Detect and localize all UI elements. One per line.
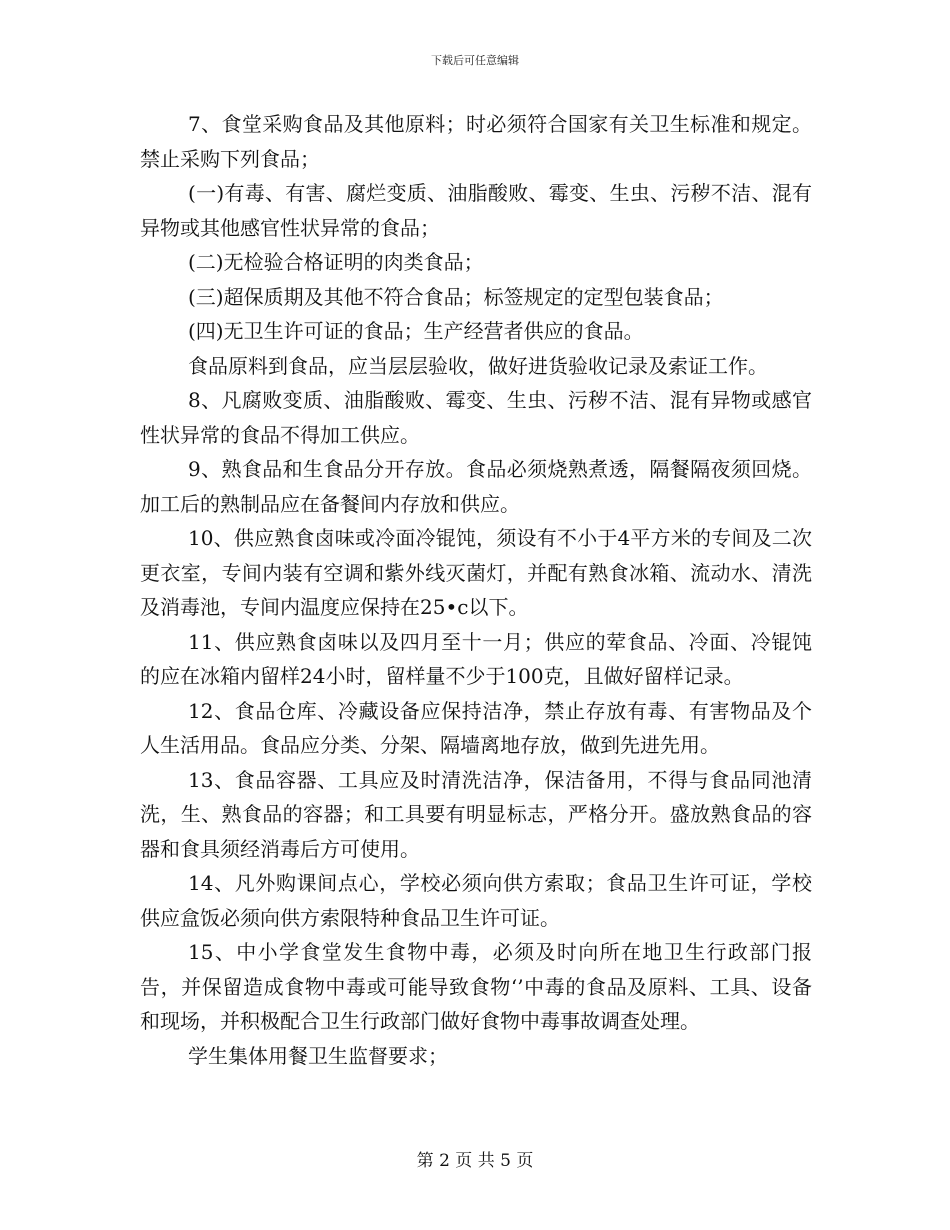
paragraph-subitem-1: (一)有毒、有害、腐烂变质、油脂酸败、霉变、生虫、污秽不洁、混有异物或其他感官性状异常的食品； (140, 181, 812, 240)
paragraph-item-9: 9、熟食品和生食品分开存放。食品必须烧熟煮透，隔餐隔夜须回烧。加工后的熟制品应在备餐间内存放和供应。 (140, 457, 812, 516)
paragraph-item-14: 14、凡外购课间点心，学校必须向供方索取；食品卫生许可证，学校供应盒饭必须向供方索限特种食品卫生许可证。 (140, 871, 812, 930)
paragraph-section-heading: 学生集体用餐卫生监督要求； (188, 1043, 448, 1068)
document-body (140, 107, 812, 1073)
paragraph-item-8: 8、凡腐败变质、油脂酸败、霉变、生虫、污秽不洁、混有异物或感官性状异常的食品不得加工供应。 (140, 388, 812, 447)
paragraph-item-12: 12、食品仓库、冷藏设备应保持洁净，禁止存放有毒、有害物品及个人生活用品。食品应分类、分架、隔墙离地存放，做到先进先用。 (140, 698, 812, 757)
paragraph-item-15: 15、中小学食堂发生食物中毒，必须及时向所在地卫生行政部门报告，并保留造成食物中毒或可能导致食物‘’中毒的食品及原料、工具、设备和现场，并积极配合卫生行政部门做好食物中毒事故调查处理。 (140, 940, 812, 1033)
paragraph-item-13: 13、食品容器、工具应及时清洗洁净，保洁备用，不得与食品同池清洗，生、熟食品的容器；和工具要有明显标志，严格分开。盛放熟食品的容器和食具须经消毒后方可使用。 (140, 767, 812, 861)
paragraph-item-11: 11、供应熟食卤味以及四月至十一月；供应的荤食品、冷面、冷锟饨的应在冰箱内留样24小时，留样量不少于100克，且做好留样记录。 (140, 629, 812, 688)
paragraph-subitem-3: (三)超保质期及其他不符合食品；标签规定的定型包装食品； (188, 284, 724, 309)
paragraph-item-10: 10、供应熟食卤味或冷面冷锟饨，须设有不小于4平方米的专间及二次更衣室，专间内装有空调和紫外线灭菌灯，并配有熟食冰箱、流动水、清洗及消毒池，专间内温度应保持在25•c以下。 (140, 526, 812, 619)
page-header: 下载后可任意编辑 (431, 54, 519, 67)
page-footer: 第 2 页 共 5 页 (416, 1151, 534, 1171)
paragraph-subitem-2: (二)无检验合格证明的肉类食品； (188, 250, 484, 274)
paragraph-item-7: 7、食堂采购食品及其他原料；时必须符合国家有关卫生标准和规定。禁止采购下列食品； (140, 112, 812, 171)
paragraph-acceptance: 食品原料到食品，应当层层验收，做好进货验收记录及索证工作。 (188, 353, 768, 378)
paragraph-subitem-4: (四)无卫生许可证的食品；生产经营者供应的食品。 (188, 319, 644, 343)
